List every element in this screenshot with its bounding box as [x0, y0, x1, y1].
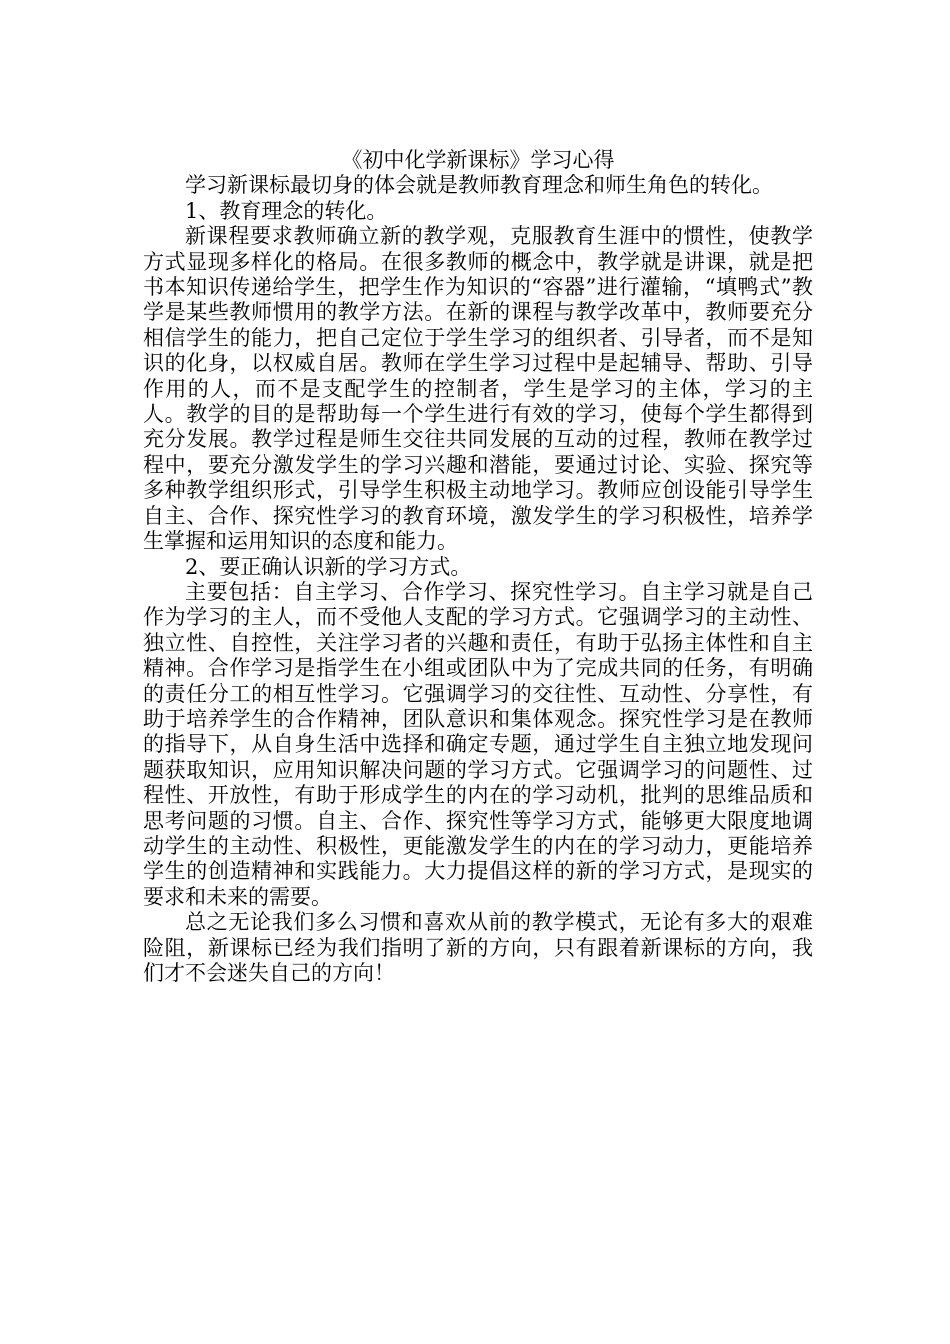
- section-1-paragraph: 新课程要求教师确立新的教学观，克服教育生涯中的惯性，使教学方式显现多样化的格局。在很多教师的概念中，教学就是讲课，就是把书本知识传递给学生，把学生作为知识的“容器”进行灌输，“填鸭式”教学是某些教师惯用的教学方法。在新的课程与教学改革中，教师要充分相信学生的能力，把自己定位于学生学习的组织者、引导者，而不是知识的化身，以权威自居。教师在学生学习过程中是起辅导、帮助、引导作用的人，而不是支配学生的控制者，学生是学习的主体，学习的主人。教学的目的是帮助每一个学生进行有效的学习，使每个学生都得到充分发展。教学过程是师生交往共同发展的互动的过程，教师在教学过程中，要充分激发学生的学习兴趣和潜能，要通过讨论、实验、探究等多种教学组织形式，引导学生积极主动地学习。教师应创设能引导学生自主、合作、探究性学习的教育环境，激发学生的学习积极性，培养学生掌握和运用知识的态度和能力。: [143, 224, 813, 554]
- section-2-paragraph: 主要包括：自主学习、合作学习、探究性学习。自主学习就是自己作为学习的主人，而不受他人支配的学习方式。它强调学习的主动性、独立性、自控性，关注学习者的兴趣和责任，有助于弘扬主体性和自主精神。合作学习是指学生在小组或团队中为了完成共同的任务，有明确的责任分工的相互性学习。它强调学习的交往性、互动性、分享性，有助于培养学生的合作精神，团队意识和集体观念。探究性学习是在教师的指导下，从自身生活中选择和确定专题，通过学生自主独立地发现问题获取知识，应用知识解决问题的学习方式。它强调学习的问题性、过程性、开放性，有助于形成学生的内在的学习动机，批判的思维品质和思考问题的习惯。自主、合作、探究性等学习方式，能够更大限度地调动学生的主动性、积极性，更能激发学生的内在的学习动力，更能培养学生的创造精神和实践能力。大力提倡这样的新的学习方式，是现实的要求和未来的需要。: [143, 579, 813, 909]
- document-title: 《初中化学新课标》学习心得: [341, 148, 615, 172]
- section-heading-1: 1、教育理念的转化。: [185, 198, 388, 223]
- section-heading-2: 2、要正确认识新的学习方式。: [185, 554, 472, 579]
- intro-paragraph: 学习新课标最切身的体会就是教师教育理念和师生角色的转化。: [185, 173, 773, 198]
- conclusion-paragraph: 总之无论我们多么习惯和喜欢从前的教学模式，无论有多大的艰难险阻，新课标已经为我们指明了新的方向，只有跟着新课标的方向，我们才不会迷失自己的方向！: [143, 910, 813, 985]
- document-body: [143, 148, 813, 986]
